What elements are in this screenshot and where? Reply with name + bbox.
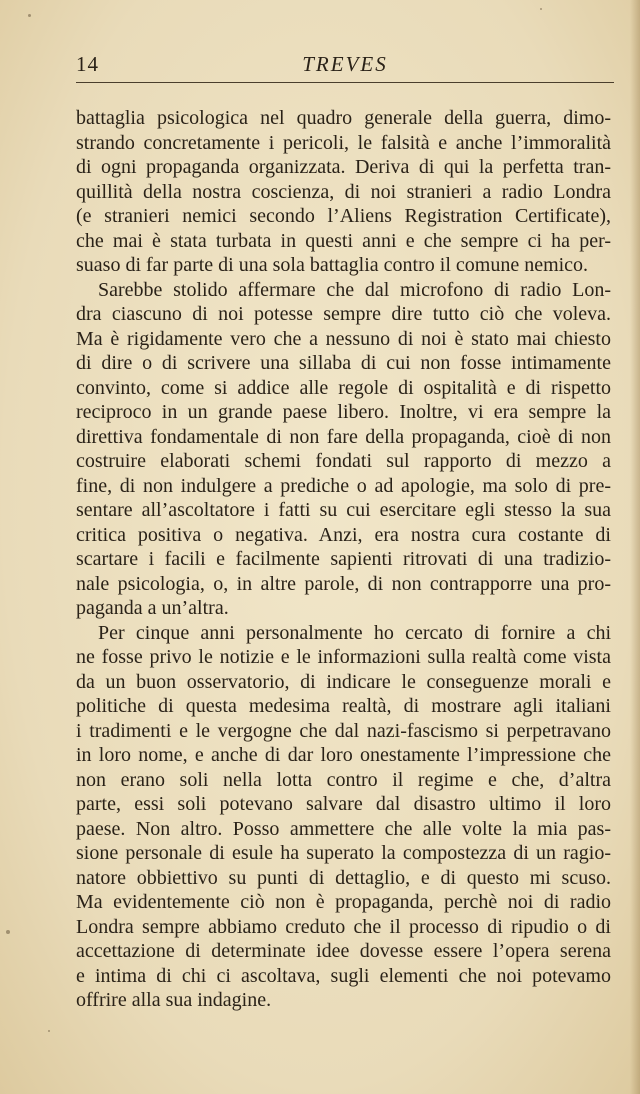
page-header	[76, 50, 614, 84]
text-line: e intima di chi ci ascoltava, sugli elementi che noi potevamo	[76, 964, 611, 987]
text-line: strando concretamente i pericoli, le falsità e anche l’immoralità	[76, 131, 611, 154]
text-line: natore obbiettivo su punti di dettaglio, e di questo mi scuso.	[76, 866, 611, 889]
text-line: parte, essi soli potevano salvare dal disastro ultimo il loro	[76, 793, 611, 815]
paper-speck	[6, 930, 10, 934]
text-line: da un buon osservatorio, di indicare le conseguenze morali e	[76, 670, 611, 693]
paper-speck	[28, 14, 31, 17]
text-line: non erano soli nella lotta contro il regime e che, d’altra	[76, 768, 611, 791]
text-line: ne fosse privo le notizie e le informazioni sulla realtà come vista	[76, 646, 611, 668]
text-line: Sarebbe stolido affermare che dal microfono di radio Lon-	[98, 278, 611, 301]
paper-speck	[540, 8, 542, 10]
text-line: (e stranieri nemici secondo l’Aliens Registration Certificate),	[76, 205, 611, 227]
paragraph	[76, 278, 611, 621]
text-line: Ma è rigidamente vero che a nessuno di noi è stato mai chiesto	[76, 327, 611, 350]
text-line: scartare i facili e facilmente sapienti ritrovati di una tradizio-	[76, 548, 611, 570]
text-line: paganda a un’altra.	[76, 597, 229, 619]
text-line: Ma evidentemente ciò non è propaganda, perchè noi di radio	[76, 891, 611, 913]
text-line: Per cinque anni personalmente ho cercato di fornire a chi	[98, 621, 611, 644]
text-line: in loro nome, e anche di dar loro onestamente l’impressione che	[76, 744, 611, 766]
page-number: 14	[76, 52, 99, 76]
text-line: suaso di far parte di una sola battaglia contro il comune nemico.	[76, 254, 589, 276]
text-line: fine, di non indulgere a prediche o ad apologie, ma solo di pre-	[76, 474, 611, 497]
text-line: sentare all’ascoltatore i fatti su cui esercitare egli stesso la sua	[76, 499, 611, 521]
text-line: direttiva fondamentale di non fare della propaganda, cioè di non	[76, 425, 611, 448]
paper-speck	[48, 1030, 50, 1032]
body-text	[76, 106, 611, 1013]
paragraph	[76, 106, 611, 278]
text-line: quillità della nostra coscienza, di noi stranieri a radio Londra	[76, 180, 611, 203]
text-line: reciproco in un grande paese libero. Inoltre, vi era sempre la	[76, 401, 611, 423]
text-line: che mai è stata turbata in questi anni e che sempre ci ha per-	[76, 229, 611, 252]
text-line: dra ciascuno di noi potesse sempre dire tutto ciò che voleva.	[76, 303, 611, 325]
page-edge-shadow	[630, 0, 640, 1094]
text-line: i tradimenti e le vergogne che dal nazi-fascismo si perpetravano	[76, 719, 611, 742]
text-line: di ogni propaganda organizzata. Deriva di qui la perfetta tran-	[76, 156, 611, 178]
header-rule	[76, 82, 614, 83]
text-line: paese. Non altro. Posso ammettere che alle volte la mia pas-	[76, 817, 611, 840]
text-line: Londra sempre abbiamo creduto che il processo di ripudio o di	[76, 915, 611, 938]
text-line: convinto, come si addice alle regole di ospitalità e di rispetto	[76, 376, 611, 399]
text-line: nale psicologia, o, in altre parole, di non contrapporre una pro-	[76, 572, 611, 595]
text-line: critica positiva o negativa. Anzi, era nostra cura costante di	[76, 523, 611, 546]
text-line: costruire elaborati schemi fondati sul rapporto di mezzo a	[76, 450, 611, 472]
text-line: sione personale di esule ha superato la compostezza di un ragio-	[76, 842, 611, 864]
paragraph	[76, 621, 611, 1013]
text-line: politiche di questa medesima realtà, di mostrare agli italiani	[76, 695, 611, 717]
text-line: accettazione di determinate idee dovesse essere l’opera serena	[76, 940, 611, 962]
text-line: di dire o di scrivere una sillaba di cui non fosse intimamente	[76, 352, 611, 374]
running-title: TREVES	[302, 52, 388, 76]
text-line: offrire alla sua indagine.	[76, 989, 272, 1011]
text-line: battaglia psicologica nel quadro generale della guerra, dimo-	[76, 107, 611, 129]
